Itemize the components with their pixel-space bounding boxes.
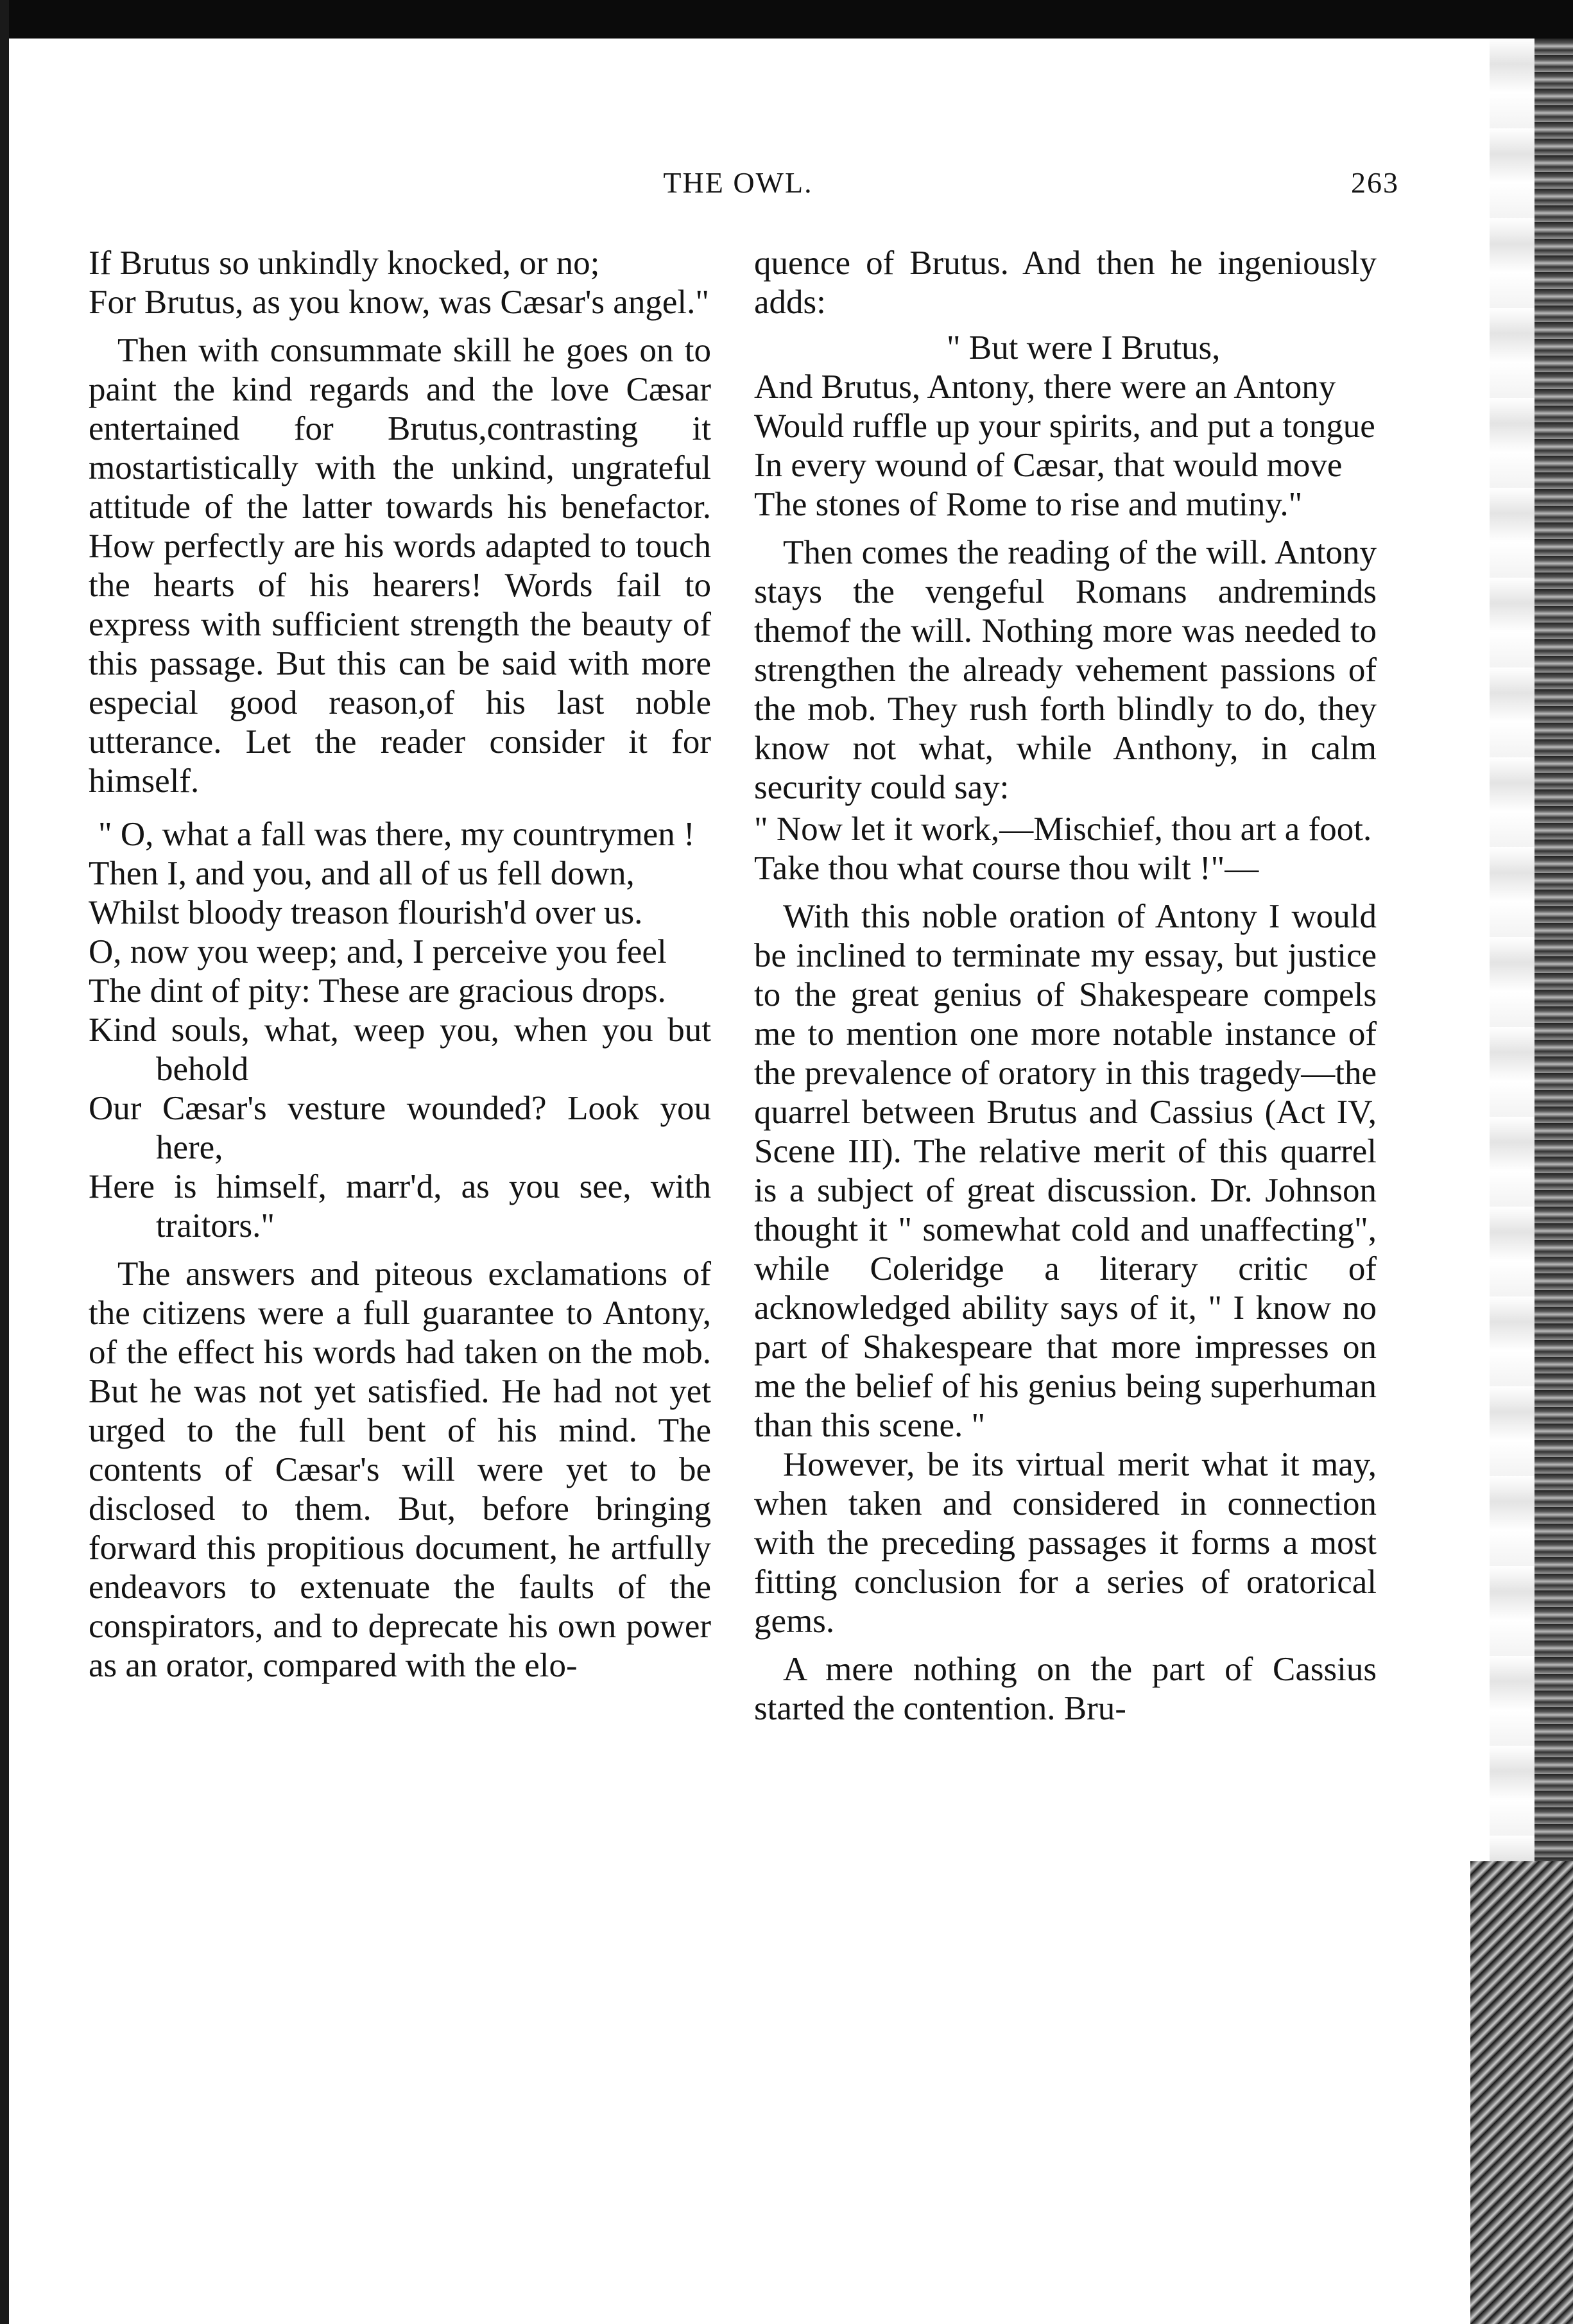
verse-block (89, 244, 711, 322)
paragraph: A mere nothing on the part of Cassius started the contention. Bru- (754, 1651, 1377, 1727)
right-column (754, 244, 1377, 2266)
paragraph: Then with consummate skill he goes on to paint the kind regards and the love Cæsar entertained for Brutus,contrasting it mostartistically with the unkind, ungrateful attitude of the latter towards his benefactor. How perfectly are his words adapted to touch the hearts of his hearers! Words fail to express with sufficient strength the beauty of this passage. But this can be said with more especial good reason,of his last noble utterance. Let the reader consider it for himself. (89, 332, 711, 800)
verse-line: " But were I Brutus, (947, 329, 1221, 366)
verse-block (89, 815, 711, 1246)
paragraph: The answers and piteous exclamations of the citizens were a full guarantee to Antony, of the effect his words had taken on the mob. But he was not yet satisfied. He had not yet urged to the full bent of his mind. The contents of Cæsar's will were yet to be disclosed to them. But, before bringing forward this propitious document, he artfully endeavors to extenuate the faults of the conspirators, and to deprecate his own power as an orator, compared with the elo- (89, 1255, 711, 1684)
paragraph: Then comes the reading of the will. Antony stays the vengeful Romans andreminds themof the will. Nothing more was needed to strengthen the already vehement passions of the mob. They rush forth blindly to do, they know not what, while Anthony, in calm security could say: (754, 534, 1377, 806)
verse-line: Whilst bloody treason flourish'd over us. (89, 894, 643, 931)
running-title: THE OWL. (663, 166, 813, 199)
scan-corner-texture (1470, 1861, 1573, 2324)
verse-line: The dint of pity: These are gracious drops. (89, 972, 666, 1010)
verse-line: Our Cæsar's vesture wounded? Look you here, (89, 1090, 711, 1166)
verse-line: Would ruffle up your spirits, and put a tongue (754, 408, 1375, 445)
verse-line: If Brutus so unkindly knocked, or no; (89, 245, 600, 282)
verse-line: Kind souls, what, weep you, when you but behold (89, 1011, 711, 1088)
scan-left-border (0, 0, 9, 2324)
verse-line: And Brutus, Antony, there were an Antony (754, 368, 1336, 406)
verse-line: Here is himself, marr'd, as you see, with traitors." (89, 1168, 711, 1244)
verse-line: O, now you weep; and, I perceive you feel (89, 933, 667, 970)
verse-block (754, 810, 1377, 888)
scan-top-border (0, 0, 1573, 39)
verse-line: Then I, and you, and all of us fell down, (89, 855, 635, 892)
left-column (89, 244, 711, 2266)
verse-line: For Brutus, as you know, was Cæsar's angel." (89, 284, 709, 321)
verse-line: Take thou what course thou wilt !"— (754, 850, 1259, 887)
verse-block (754, 329, 1377, 524)
verse-line: In every wound of Cæsar, that would move (754, 447, 1343, 484)
page-number: 263 (1351, 166, 1399, 199)
paragraph: With this noble oration of Antony I would be inclined to terminate my essay, but justice to the great genius of Shakespeare compels me to mention one more notable instance of the prevalence of oratory in this tragedy—the quarrel between Brutus and Cassius (Act IV, Scene III). The relative merit of this quarrel is a subject of great discussion. Dr. Johnson thought it " somewhat cold and unaffecting", while Coleridge a literary critic of acknowledged ability says of it, " I know no part of Shakespeare that more impresses on me the belief of his genius being superhuman than this scene. " (754, 898, 1377, 1444)
verse-line: " O, what a fall was there, my countrymen ! (98, 816, 695, 853)
verse-line: " Now let it work,—Mischief, thou art a foot. (754, 811, 1372, 848)
verse-line: The stones of Rome to rise and mutiny." (754, 486, 1303, 523)
paragraph-continuation: quence of Brutus. And then he ingeniously adds: (754, 245, 1377, 321)
page-header (77, 166, 1399, 217)
paragraph: However, be its virtual merit what it may, when taken and considered in connection with the preceding passages it forms a most fitting conclusion for a series of oratorical gems. (754, 1446, 1377, 1640)
